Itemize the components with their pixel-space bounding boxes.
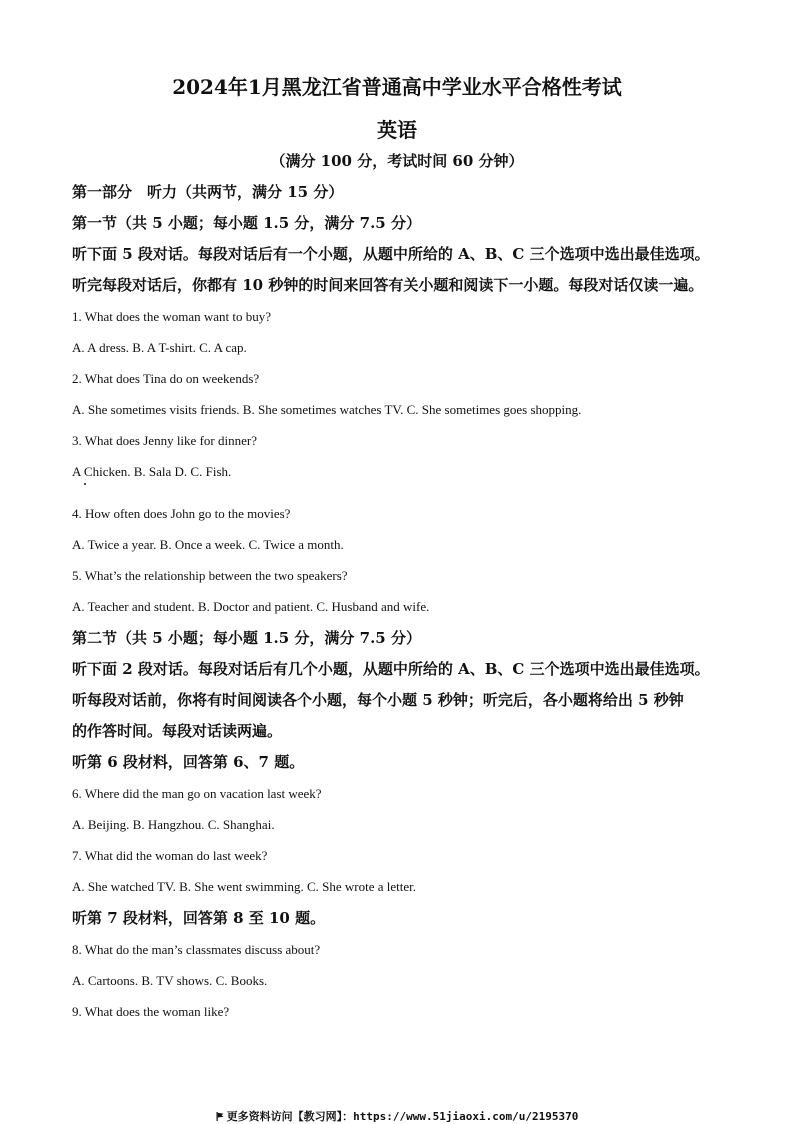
options-7: A. She watched TV. B. She went swimming. C. She wrote a letter.: [72, 879, 416, 894]
section-heading: 第一节（共 5 小题；每小题 1.5 分，满分 7.5 分）: [72, 214, 421, 232]
exam-note: （满分 100 分，考试时间 60 分钟）: [270, 152, 524, 170]
question-8: 8. What do the man’s classmates discuss about?: [72, 942, 321, 957]
footer-link[interactable]: [0, 1108, 794, 1124]
question-6: 6. Where did the man go on vacation last week?: [72, 786, 322, 801]
flag-icon: [216, 1111, 224, 1120]
question-3: 3. What does Jenny like for dinner?: [72, 433, 257, 448]
material-heading: 听第 7 段材料，回答第 8 至 10 题。: [72, 909, 326, 927]
question-1: 1. What does the woman want to buy?: [72, 309, 272, 324]
question-4: 4. How often does John go to the movies?: [72, 506, 291, 521]
material-heading: 听第 6 段材料，回答第 6、7 题。: [72, 753, 305, 771]
options-5: A. Teacher and student. B. Doctor and patient. C. Husband and wife.: [72, 599, 430, 614]
options-2: A. She sometimes visits friends. B. She sometimes watches TV. C. She sometimes goes shopping.: [72, 402, 582, 417]
options-1: A. A dress. B. A T-shirt. C. A cap.: [72, 340, 247, 355]
part-heading: 第一部分 听力（共两节，满分 15 分）: [72, 183, 344, 201]
options-4: A. Twice a year. B. Once a week. C. Twice a month.: [72, 537, 344, 552]
options-3: A Chicken. B. Sala D. C. Fish.: [72, 464, 232, 479]
instruction-line: 听下面 2 段对话。每段对话后有几个小题，从题中所给的 A、B、C 三个选项中选出最佳选项。: [72, 660, 710, 678]
instruction-line: 听每段对话前，你将有时间阅读各个小题，每个小题 5 秒钟；听完后，各小题将给出 5 秒钟: [72, 691, 684, 709]
question-7: 7. What did the woman do last week?: [72, 848, 268, 863]
stray-dot: [84, 483, 86, 485]
instruction-line: 听下面 5 段对话。每段对话后有一个小题，从题中所给的 A、B、C 三个选项中选出最佳选项。: [72, 245, 710, 263]
question-2: 2. What does Tina do on weekends?: [72, 371, 260, 386]
footer-text: 更多资料访问【教习网】：https://www.51jiaoxi.com/u/2195370: [226, 1110, 579, 1123]
options-8: A. Cartoons. B. TV shows. C. Books.: [72, 973, 268, 988]
instruction-line: 的作答时间。每段对话读两遍。: [72, 722, 283, 740]
exam-title: 2024年1月黑龙江省普通高中学业水平合格性考试: [172, 75, 622, 99]
section-heading: 第二节（共 5 小题；每小题 1.5 分，满分 7.5 分）: [72, 629, 421, 647]
subject-title: 英语: [377, 118, 417, 142]
instruction-line: 听完每段对话后，你都有 10 秒钟的时间来回答有关小题和阅读下一小题。每段对话仅读一遍。: [72, 276, 704, 294]
options-6: A. Beijing. B. Hangzhou. C. Shanghai.: [72, 817, 275, 832]
question-9: 9. What does the woman like?: [72, 1004, 230, 1019]
question-5: 5. What’s the relationship between the two speakers?: [72, 568, 348, 583]
